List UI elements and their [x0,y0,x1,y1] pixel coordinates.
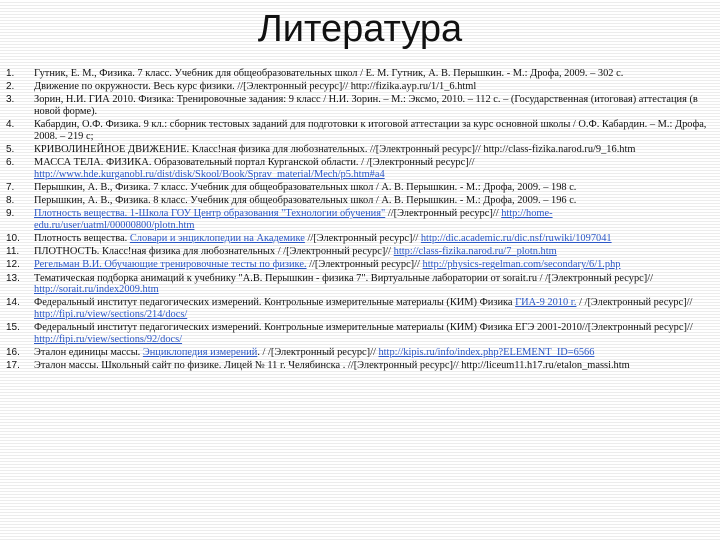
reference-text [34,347,712,359]
reference-item [6,119,712,142]
reference-text-segment: //[Электронный ресурс]// [304,233,421,245]
reference-number: 13. [6,272,20,284]
reference-text-segment: Эталон массы. Школьный сайт по физике. Лицей № 11 г. Челябинска . [34,360,348,372]
reference-text-segment: КРИВОЛИНЕЙНОЕ ДВИЖЕНИЕ. Класс!ная физика для любознательных. //[Электронный ресурс]// http://class-fizika.narod.ru/9_16.htm [34,143,636,155]
reference-text-segment: //[Электронный ресурс]// [385,208,502,220]
reference-link[interactable]: http://fipi.ru/view/sections/92/docs/ [34,333,183,345]
reference-text-segment: . / /[Электронный ресурс]// [257,346,379,358]
reference-list [6,68,712,373]
reference-text [34,360,712,372]
reference-text-segment: ПЛОТНОСТЬ. Класс!ная физика для любознательных / /[Электронный ресурс]// [34,246,394,258]
reference-text [34,233,712,245]
reference-text-segment: Перышкин, А. В., Физика. 8 класс. Учебник для общеобразовательных школ / А. В. Перышкин. - М.: Дрофа, 2009. – 196 с. [34,195,577,207]
reference-number: 7. [6,181,15,193]
reference-text-segment: //[Электронный ресурс]// [306,259,423,271]
reference-item [6,94,712,117]
reference-item [6,233,712,245]
reference-number: 1. [6,68,15,79]
page-title: Литература [257,8,463,50]
reference-text-segment: Движение по окружности. Весь курс физики. //[Электронный ресурс]// http://fizika.ayp.ru/1/1_6.html [34,81,477,93]
reference-item [6,273,712,296]
reference-link[interactable]: http://home-edu.ru/user/uatml/00000800/plotn.htm [34,208,553,231]
reference-number: 2. [6,81,15,93]
reference-text-segment: Федеральный институт педагогических измерений. Контрольные измерительные материалы (КИМ) Физика ЕГЭ 2001-2010//[Электронный ресурс]// [34,322,693,334]
reference-link[interactable]: Регельман В.И. Обучающие тренировочные тесты по физике. [34,259,307,271]
reference-number: 10. [6,233,20,245]
reference-item [6,246,712,258]
reference-link[interactable]: http://www.hde.kurganobl.ru/dist/disk/Skool/Book/Sprav_material/Mech/p5.htm#a4 [34,168,385,180]
reference-number: 14. [6,297,20,309]
reference-text [34,182,712,194]
reference-item [6,195,712,207]
reference-text [34,297,712,320]
reference-item [6,259,712,271]
reference-text-segment: Эталон единицы массы. [34,346,143,358]
reference-link[interactable]: ГИА-9 2010 г. [515,297,577,309]
reference-text-segment: //[Электронный ресурс]// http://liceum11.h17.ru/etalon_massi.htm [347,360,630,372]
reference-text [34,94,712,117]
reference-number: 16. [6,346,20,358]
reference-link[interactable]: Словари и энциклопедии на Академике [129,233,305,245]
reference-item [6,144,712,156]
reference-link[interactable]: Энциклопедия измерений [142,346,258,358]
reference-text [34,273,712,296]
reference-text [34,208,712,231]
reference-link[interactable]: http://dic.academic.ru/dic.nsf/ruwiki/1097041 [420,233,612,245]
reference-item [6,347,712,359]
reference-number: 11. [6,246,20,258]
reference-text [34,195,712,207]
reference-text-segment: Гутник, Е. М., Физика. 7 класс. Учебник для общеобразовательных школ / Е. М. Гутник, А. В. Перышкин. - М.: Дрофа, 2009. – 302 с. [34,68,624,79]
reference-item [6,157,712,180]
reference-link[interactable]: Плотность вещества. 1-Школа ГОУ Центр образования "Технологии обучения" [34,208,386,220]
reference-number: 4. [6,119,15,131]
reference-item [6,68,712,80]
reference-item [6,81,712,93]
reference-number: 6. [6,157,15,169]
reference-text [34,322,712,345]
reference-link[interactable]: http://fipi.ru/view/sections/214/docs/ [34,309,188,320]
reference-text-segment: Зорин, Н.И. ГИА 2010. Физика: Тренировочные задания: 9 класс / Н.И. Зорин. – М.: Эксмо, 2010. – 112 с. – (Государственная (итоговая) аттестация (в новой форме). [34,94,698,117]
reference-item [6,182,712,194]
reference-number: 8. [6,195,15,207]
reference-text-segment: Кабардин, О.Ф. Физика. 9 кл.: сборник тестовых заданий для подготовки к итоговой аттестации за курс основной школы / О.Ф. Кабардин. – М.: Дрофа, 2008. – 219 с; [34,119,707,142]
reference-link[interactable]: http://physics-regelman.com/secondary/6/1.php [422,259,621,271]
reference-item [6,208,712,231]
reference-text-segment: Тематическая подборка анимаций к учебнику "А.В. Перышкин - физика 7". Виртуальные лаборатории от sorait.ru / /[Электронный ресурс]// [34,272,654,284]
reference-number: 9. [6,208,15,220]
reference-number: 3. [6,94,15,106]
reference-number: 17. [6,360,20,372]
reference-item [6,322,712,345]
reference-number: 15. [6,322,20,334]
reference-text-segment: МАССА ТЕЛА. ФИЗИКА. Образовательный портал Курганской области. / /[Электронный ресурс]// [34,157,475,169]
reference-text [34,246,712,258]
reference-text [34,144,712,156]
reference-text [34,157,712,180]
reference-text [34,68,712,80]
reference-text-segment: Федеральный институт педагогических измерений. Контрольные измерительные материалы (КИМ) Физика [34,297,516,309]
reference-item [6,297,712,320]
reference-text [34,259,712,271]
reference-number: 5. [6,143,15,155]
reference-text-segment: Перышкин, А. В., Физика. 7 класс. Учебник для общеобразовательных школ / А. В. Перышкин. - М.: Дрофа, 2009. – 198 с. [34,181,577,193]
reference-link[interactable]: http://class-fizika.narod.ru/7_plotn.htm [393,246,557,258]
reference-text [34,119,712,142]
reference-link[interactable]: http://sorait.ru/index2009.htm [34,284,159,296]
reference-text-segment: / /[Электронный ресурс]// [576,297,693,309]
reference-link[interactable]: http://kipis.ru/info/index.php?ELEMENT_ID=6566 [378,346,595,358]
reference-text-segment: Плотность вещества. [34,233,130,245]
reference-number: 12. [6,259,20,271]
reference-item [6,360,712,372]
reference-text [34,81,712,93]
